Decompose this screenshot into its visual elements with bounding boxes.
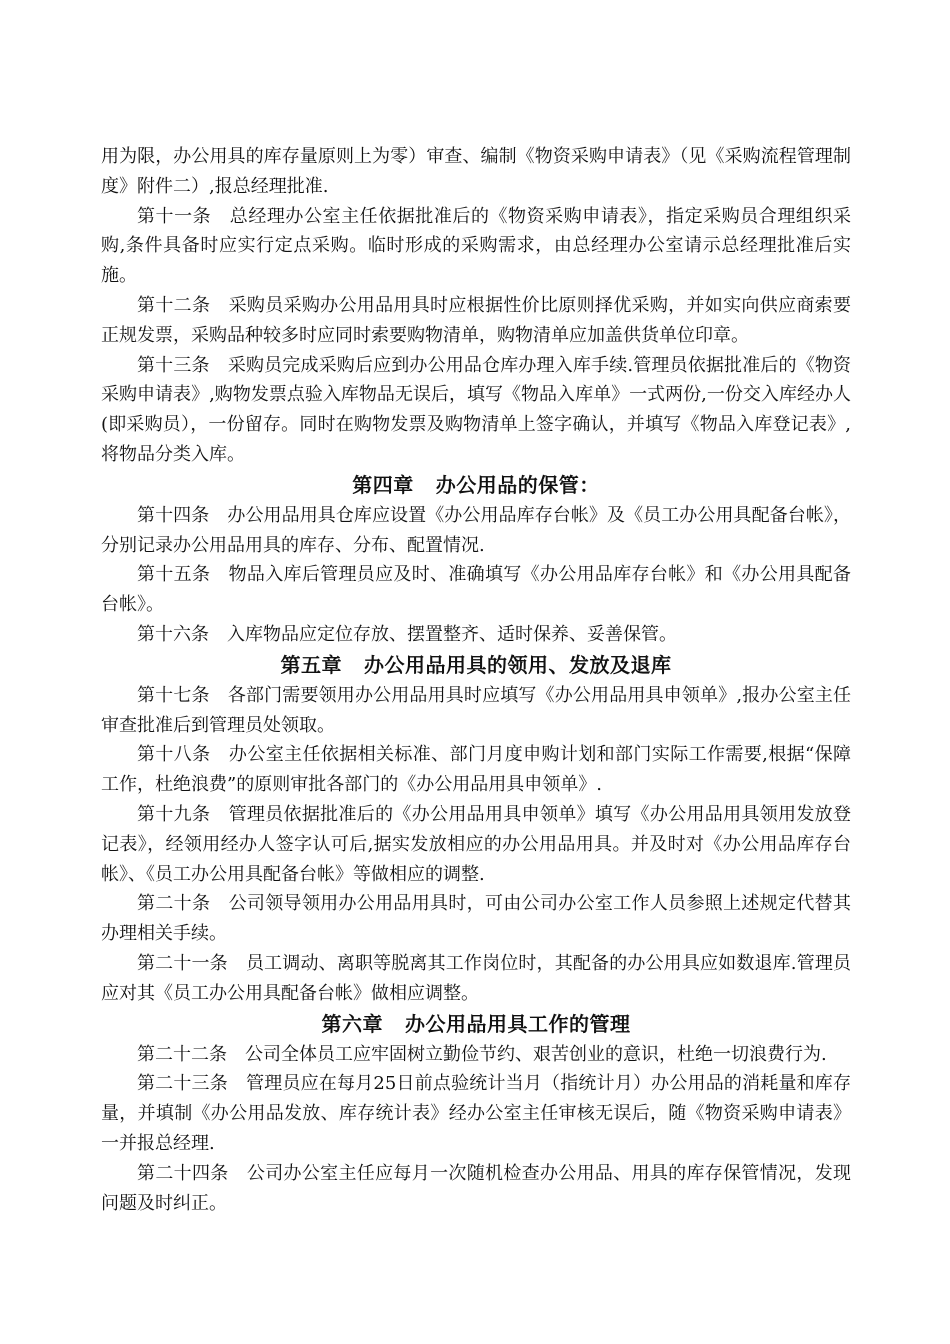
article-text: 总经理办公室主任依据批准后的《物资采购申请表》，指定采购员合理组织采购,条件具备时应实行定点采购。临时形成的采购需求，由总经理办公室请示总经理批准后实施。 xyxy=(101,205,852,287)
article-number: 第十七条 xyxy=(137,684,210,706)
article-paragraph xyxy=(101,800,851,889)
article-paragraph xyxy=(101,291,851,351)
article-number: 第十三条 xyxy=(137,354,210,376)
article-number: 第十四条 xyxy=(137,504,210,526)
article-text: 管理员依据批准后的《办公用品用具申领单》填写《办公用品用具领用发放登记表》，经领用经办人签字认可后,据实发放相应的办公用品用具。并及时对《办公用品库存台帐》、《员工办公用具配备台帐》等做相应的调整. xyxy=(101,803,851,885)
article-text: 用为限，办公用具的库存量原则上为零）审查、编制《物资采购申请表》（见《采购流程管理制度》附件二）,报总经理批准. xyxy=(101,146,851,197)
article-text: 公司办公室主任应每月一次随机检查办公用品、用具的库存保管情况，发现问题及时纠正。 xyxy=(101,1162,852,1214)
article-text: 各部门需要领用办公用品用具时应填写《办公用品用具申领单》,报办公室主任审查批准后到管理员处领取。 xyxy=(101,684,852,736)
article-text: 入库物品应定位存放、摆置整齐、适时保养、妥善保管。 xyxy=(227,623,677,645)
chapter-title: 办公用品用具的领用、发放及退库 xyxy=(364,652,672,677)
article-number: 第二十条 xyxy=(137,893,211,915)
article-text: 物品入库后管理员应及时、准确填写《办公用品库存台帐》和《办公用具配备台帐》。 xyxy=(101,564,851,616)
article-paragraph xyxy=(101,142,851,202)
article-number: 第十一条 xyxy=(137,205,212,227)
article-number: 第二十四条 xyxy=(137,1162,229,1184)
chapter-number: 第五章 xyxy=(280,652,342,677)
article-number: 第二十二条 xyxy=(137,1043,227,1065)
article-text: 采购员完成采购后应到办公用品仓库办理入库手续.管理员依据批准后的《物资采购申请表》,购物发票点验入库物品无误后，填写《物品入库单》一式两份,一份交入库经办人(即采购员），一份留存。同时在购物发票及购物清单上签字确认，并填写《物品入库登记表》,将物品分类入库。 xyxy=(101,354,852,465)
article-number: 第二十三条 xyxy=(137,1073,228,1095)
chapter-number: 第六章 xyxy=(321,1011,383,1036)
article-paragraph xyxy=(101,1040,851,1070)
article-paragraph xyxy=(101,740,851,800)
article-paragraph xyxy=(101,620,851,650)
article-number: 第十五条 xyxy=(137,564,211,586)
article-paragraph xyxy=(101,560,851,620)
article-text: 管理员应在每月25日前点验统计当月（指统计月）办公用品的消耗量和库存量，并填制《办公用品发放、库存统计表》经办公室主任审核无误后，随《物资采购申请表》一并报总经理. xyxy=(101,1073,851,1154)
article-paragraph xyxy=(101,1069,851,1158)
article-paragraph xyxy=(101,501,851,561)
article-paragraph xyxy=(101,202,851,291)
article-text: 公司领导领用办公用品用具时，可由公司办公室工作人员参照上述规定代替其办理相关手续。 xyxy=(101,893,851,945)
article-text: 公司全体员工应牢固树立勤俭节约、艰苦创业的意识，杜绝一切浪费行为. xyxy=(245,1043,827,1065)
document-body xyxy=(101,142,851,1218)
article-paragraph xyxy=(101,889,851,949)
chapter-title: 办公用品用具工作的管理 xyxy=(405,1011,631,1036)
chapter-number: 第四章 xyxy=(352,472,414,497)
chapter-title: 办公用品的保管： xyxy=(435,472,600,497)
chapter-heading xyxy=(101,470,851,501)
article-text: 员工调动、离职等脱离其工作岗位时，其配备的办公用具应如数退库.管理员应对其《员工办公用具配备台帐》做相应调整。 xyxy=(101,952,852,1004)
article-paragraph xyxy=(101,949,851,1009)
article-paragraph xyxy=(101,681,851,741)
article-number: 第十九条 xyxy=(137,803,211,825)
article-text: 采购员采购办公用品用具时应根据性价比原则择优采购，并如实向供应商索要正规发票，采购品种较多时应同时索要购物清单，购物清单应加盖供货单位印章。 xyxy=(101,294,851,346)
article-number: 第十二条 xyxy=(137,294,211,316)
chapter-heading xyxy=(101,650,851,681)
article-number: 第二十一条 xyxy=(137,952,228,974)
article-paragraph xyxy=(101,351,851,470)
article-number: 第十八条 xyxy=(137,744,211,766)
article-text: 办公室主任依据相关标准、部门月度申购计划和部门实际工作需要,根据“保障工作，杜绝浪费”的原则审批各部门的《办公用品用具申领单》. xyxy=(101,744,851,796)
article-text: 办公用品用具仓库应设置《办公用品库存台帐》及《员工办公用具配备台帐》，分别记录办公用品用具的库存、分布、配置情况. xyxy=(101,504,852,556)
article-number: 第十六条 xyxy=(137,623,209,645)
article-paragraph xyxy=(101,1159,851,1219)
chapter-heading xyxy=(101,1009,851,1040)
